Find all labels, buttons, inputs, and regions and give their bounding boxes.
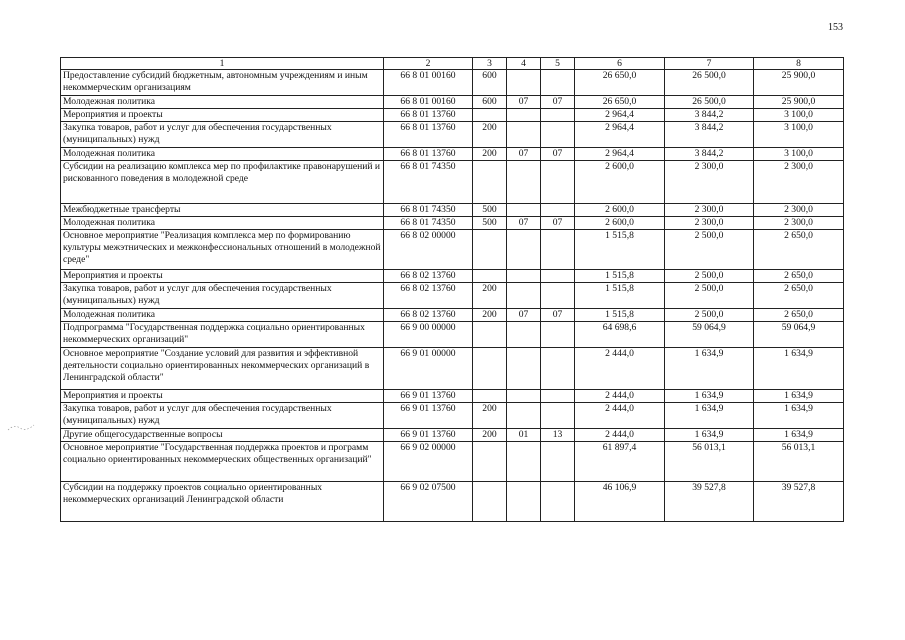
row-col7-value: 2 500,0 [665,230,754,270]
row-code-cell: 66 8 01 74350 [384,161,473,204]
row-col3-cell [473,161,507,204]
row-name-cell: Основное мероприятие "Государственная поддержка проектов и программ социально ориентированных некоммерческих общественных организаций" [61,442,384,482]
row-col8-value: 2 650,0 [754,270,844,283]
row-col5-cell [541,70,575,96]
row-col4-cell [507,204,541,217]
row-col8-value: 25 900,0 [754,70,844,96]
row-col4-cell [507,442,541,482]
row-col4-cell: 07 [507,217,541,230]
row-code-cell: 66 9 00 00000 [384,322,473,348]
row-col7-value: 26 500,0 [665,70,754,96]
row-col5-cell [541,283,575,309]
row-col6-value: 61 897,4 [575,442,665,482]
table-row [61,322,844,348]
row-col6-value: 2 964,4 [575,148,665,161]
row-col6-value: 46 106,9 [575,482,665,522]
table-row [61,70,844,96]
row-col4-cell [507,122,541,148]
row-col5-cell: 07 [541,309,575,322]
header-col-6: 6 [575,58,665,70]
row-col3-cell [473,270,507,283]
row-col5-cell: 07 [541,148,575,161]
row-col5-cell [541,403,575,429]
row-col5-cell [541,230,575,270]
table-row [61,161,844,204]
page-number: 153 [828,22,843,33]
row-name-cell: Субсидии на реализацию комплекса мер по профилактике правонарушений и рискованного поведения в молодежной среде [61,161,384,204]
row-col7-value: 1 634,9 [665,348,754,390]
row-col7-value: 56 013,1 [665,442,754,482]
row-col3-cell: 200 [473,429,507,442]
table-row [61,390,844,403]
row-col5-cell: 13 [541,429,575,442]
row-col8-value: 56 013,1 [754,442,844,482]
row-col3-cell: 200 [473,283,507,309]
table-row [61,122,844,148]
row-col4-cell [507,403,541,429]
header-col-8: 8 [754,58,844,70]
row-name-cell: Мероприятия и проекты [61,390,384,403]
table-row [61,217,844,230]
row-col7-value: 2 300,0 [665,204,754,217]
row-code-cell: 66 9 01 13760 [384,403,473,429]
row-col5-cell [541,161,575,204]
row-name-cell: Молодежная политика [61,217,384,230]
row-col8-value: 2 300,0 [754,204,844,217]
row-name-cell: Закупка товаров, работ и услуг для обеспечения государственных (муниципальных) нужд [61,403,384,429]
row-col4-cell [507,283,541,309]
header-col-4: 4 [507,58,541,70]
row-name-cell: Молодежная политика [61,309,384,322]
row-col7-value: 3 844,2 [665,109,754,122]
row-col8-value: 3 100,0 [754,109,844,122]
row-col6-value: 1 515,8 [575,230,665,270]
row-name-cell: Подпрограмма "Государственная поддержка социально ориентированных некоммерческих организаций" [61,322,384,348]
row-col8-value: 2 650,0 [754,283,844,309]
table-row [61,230,844,270]
row-col7-value: 2 500,0 [665,283,754,309]
table-row [61,109,844,122]
row-name-cell: Субсидии на поддержку проектов социально ориентированных некоммерческих организаций Ленинградской области [61,482,384,522]
row-col3-cell: 500 [473,217,507,230]
row-col3-cell: 200 [473,148,507,161]
row-col6-value: 2 964,4 [575,122,665,148]
row-code-cell: 66 8 02 13760 [384,270,473,283]
table-row [61,148,844,161]
header-col-3: 3 [473,58,507,70]
table-row [61,270,844,283]
table-row [61,96,844,109]
row-name-cell: Предоставление субсидий бюджетным, автономным учреждениям и иным некоммерческим организациям [61,70,384,96]
row-col7-value: 2 300,0 [665,217,754,230]
row-code-cell: 66 8 01 00160 [384,96,473,109]
header-col-5: 5 [541,58,575,70]
row-col5-cell [541,482,575,522]
row-col8-value: 39 527,8 [754,482,844,522]
row-col3-cell [473,390,507,403]
row-col5-cell: 07 [541,217,575,230]
row-col8-value: 2 300,0 [754,217,844,230]
row-name-cell: Закупка товаров, работ и услуг для обеспечения государственных (муниципальных) нужд [61,122,384,148]
row-col8-value: 2 650,0 [754,230,844,270]
row-col8-value: 25 900,0 [754,96,844,109]
row-col7-value: 3 844,2 [665,148,754,161]
row-col8-value: 1 634,9 [754,403,844,429]
row-col3-cell [473,442,507,482]
row-name-cell: Молодежная политика [61,96,384,109]
row-name-cell: Межбюджетные трансферты [61,204,384,217]
row-code-cell: 66 8 01 74350 [384,204,473,217]
row-col8-value: 3 100,0 [754,148,844,161]
row-col6-value: 2 444,0 [575,390,665,403]
header-row [61,58,844,70]
row-col4-cell [507,161,541,204]
row-col4-cell [507,322,541,348]
table-row [61,309,844,322]
row-col5-cell [541,322,575,348]
row-col4-cell: 07 [507,309,541,322]
row-col4-cell [507,482,541,522]
row-col8-value: 2 300,0 [754,161,844,204]
table-row [61,348,844,390]
table-row [61,204,844,217]
row-col3-cell [473,230,507,270]
header-col-2: 2 [384,58,473,70]
row-col6-value: 1 515,8 [575,270,665,283]
scan-artifact-mark [6,420,36,434]
table-row [61,482,844,522]
row-col7-value: 26 500,0 [665,96,754,109]
row-col8-value: 1 634,9 [754,429,844,442]
row-col3-cell: 600 [473,96,507,109]
row-col7-value: 59 064,9 [665,322,754,348]
row-col7-value: 2 300,0 [665,161,754,204]
row-col8-value: 1 634,9 [754,390,844,403]
row-col6-value: 26 650,0 [575,70,665,96]
table-row [61,442,844,482]
row-code-cell: 66 8 01 13760 [384,109,473,122]
row-code-cell: 66 9 02 07500 [384,482,473,522]
row-code-cell: 66 8 02 00000 [384,230,473,270]
row-code-cell: 66 8 01 13760 [384,148,473,161]
row-col3-cell [473,482,507,522]
row-col5-cell [541,204,575,217]
row-col6-value: 1 515,8 [575,309,665,322]
row-name-cell: Молодежная политика [61,148,384,161]
row-col8-value: 59 064,9 [754,322,844,348]
row-col4-cell [507,390,541,403]
row-name-cell: Закупка товаров, работ и услуг для обеспечения государственных (муниципальных) нужд [61,283,384,309]
row-code-cell: 66 8 02 13760 [384,309,473,322]
row-col5-cell [541,442,575,482]
row-col3-cell: 200 [473,309,507,322]
row-name-cell: Мероприятия и проекты [61,270,384,283]
header-col-7: 7 [665,58,754,70]
table-row [61,403,844,429]
row-col6-value: 2 444,0 [575,403,665,429]
row-code-cell: 66 9 01 13760 [384,390,473,403]
row-code-cell: 66 8 01 00160 [384,70,473,96]
row-col6-value: 64 698,6 [575,322,665,348]
row-col7-value: 1 634,9 [665,403,754,429]
row-col4-cell [507,70,541,96]
row-col5-cell: 07 [541,96,575,109]
row-col6-value: 2 600,0 [575,217,665,230]
row-col6-value: 2 600,0 [575,161,665,204]
row-name-cell: Другие общегосударственные вопросы [61,429,384,442]
row-col7-value: 2 500,0 [665,270,754,283]
row-col3-cell [473,348,507,390]
row-col4-cell [507,348,541,390]
row-col3-cell [473,109,507,122]
table-body [61,70,844,522]
row-col7-value: 1 634,9 [665,429,754,442]
table-row [61,283,844,309]
row-col8-value: 1 634,9 [754,348,844,390]
row-col7-value: 2 500,0 [665,309,754,322]
row-col5-cell [541,109,575,122]
row-col3-cell [473,322,507,348]
row-code-cell: 66 9 01 00000 [384,348,473,390]
row-col8-value: 3 100,0 [754,122,844,148]
row-col4-cell [507,230,541,270]
row-col5-cell [541,348,575,390]
row-col6-value: 26 650,0 [575,96,665,109]
row-col5-cell [541,122,575,148]
row-col4-cell [507,270,541,283]
row-col3-cell: 500 [473,204,507,217]
row-name-cell: Мероприятия и проекты [61,109,384,122]
row-col4-cell: 01 [507,429,541,442]
row-col5-cell [541,390,575,403]
row-col4-cell: 07 [507,148,541,161]
row-code-cell: 66 8 01 74350 [384,217,473,230]
row-col6-value: 2 964,4 [575,109,665,122]
row-col7-value: 1 634,9 [665,390,754,403]
row-col6-value: 2 444,0 [575,429,665,442]
row-col6-value: 2 444,0 [575,348,665,390]
row-code-cell: 66 8 01 13760 [384,122,473,148]
row-col6-value: 2 600,0 [575,204,665,217]
row-col5-cell [541,270,575,283]
budget-table [60,57,844,522]
row-col3-cell: 200 [473,403,507,429]
row-col7-value: 39 527,8 [665,482,754,522]
header-col-1: 1 [61,58,384,70]
row-col4-cell [507,109,541,122]
row-col3-cell: 600 [473,70,507,96]
row-col7-value: 3 844,2 [665,122,754,148]
row-col4-cell: 07 [507,96,541,109]
row-code-cell: 66 9 01 13760 [384,429,473,442]
row-code-cell: 66 8 02 13760 [384,283,473,309]
row-name-cell: Основное мероприятие "Реализация комплекса мер по формированию культуры межэтнических и межконфессиональных отношений в молодежной среде" [61,230,384,270]
row-name-cell: Основное мероприятие "Создание условий для развития и эффективной деятельности социально ориентированных некоммерческих организаций в Ленинградской области" [61,348,384,390]
table-row [61,429,844,442]
row-col6-value: 1 515,8 [575,283,665,309]
row-code-cell: 66 9 02 00000 [384,442,473,482]
row-col8-value: 2 650,0 [754,309,844,322]
row-col3-cell: 200 [473,122,507,148]
